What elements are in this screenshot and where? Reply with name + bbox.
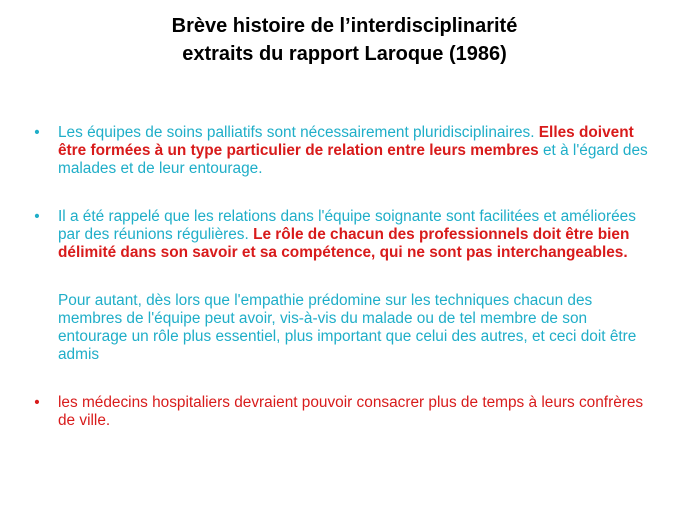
paragraph-2-emphasis: Le rôle de chacun des professionnels doit être bien délimité dans son savoir et sa compétence, qui ne sont pas interchangeables. [58, 226, 630, 261]
paragraph-3-text: Pour autant, dès lors que l'empathie prédomine sur les techniques chacun des membres de l'équipe peut avoir, vis-à-vis du malade ou de tel membre de son entourage un rôle plus essentiel, plus important que celui des autres, et ceci doit être admis [58, 292, 637, 363]
title-line-1: Brève histoire de l’interdisciplinarité [171, 15, 518, 37]
paragraph-1-emphasis: Elles doivent être formées à un type particulier de relation entre leurs membres [58, 124, 634, 159]
bullet-paragraph-1 [30, 124, 660, 178]
paragraph-1-text-a: Les équipes de soins palliatifs sont nécessairement pluridisciplinaires. [58, 124, 539, 141]
paragraph-3 [30, 292, 660, 364]
title-line-2: extraits du rapport Laroque (1986) [182, 43, 507, 65]
slide-title [0, 12, 689, 68]
paragraph-2-text-a: Il a été rappelé que les relations dans l'équipe soignante sont facilitées et améliorées par des réunions régulières. [58, 208, 636, 243]
bullet-icon: • [34, 394, 40, 411]
bullet-paragraph-2 [30, 208, 660, 262]
paragraph-1-text-b: et à l'égard des malades et de leur entourage. [58, 142, 648, 177]
bullet-paragraph-4 [30, 394, 660, 430]
slide-body [30, 124, 660, 430]
paragraph-4-text: les médecins hospitaliers devraient pouvoir consacrer plus de temps à leurs confrères de ville. [58, 394, 644, 429]
bullet-icon: • [34, 208, 40, 225]
bullet-icon: • [34, 124, 40, 141]
